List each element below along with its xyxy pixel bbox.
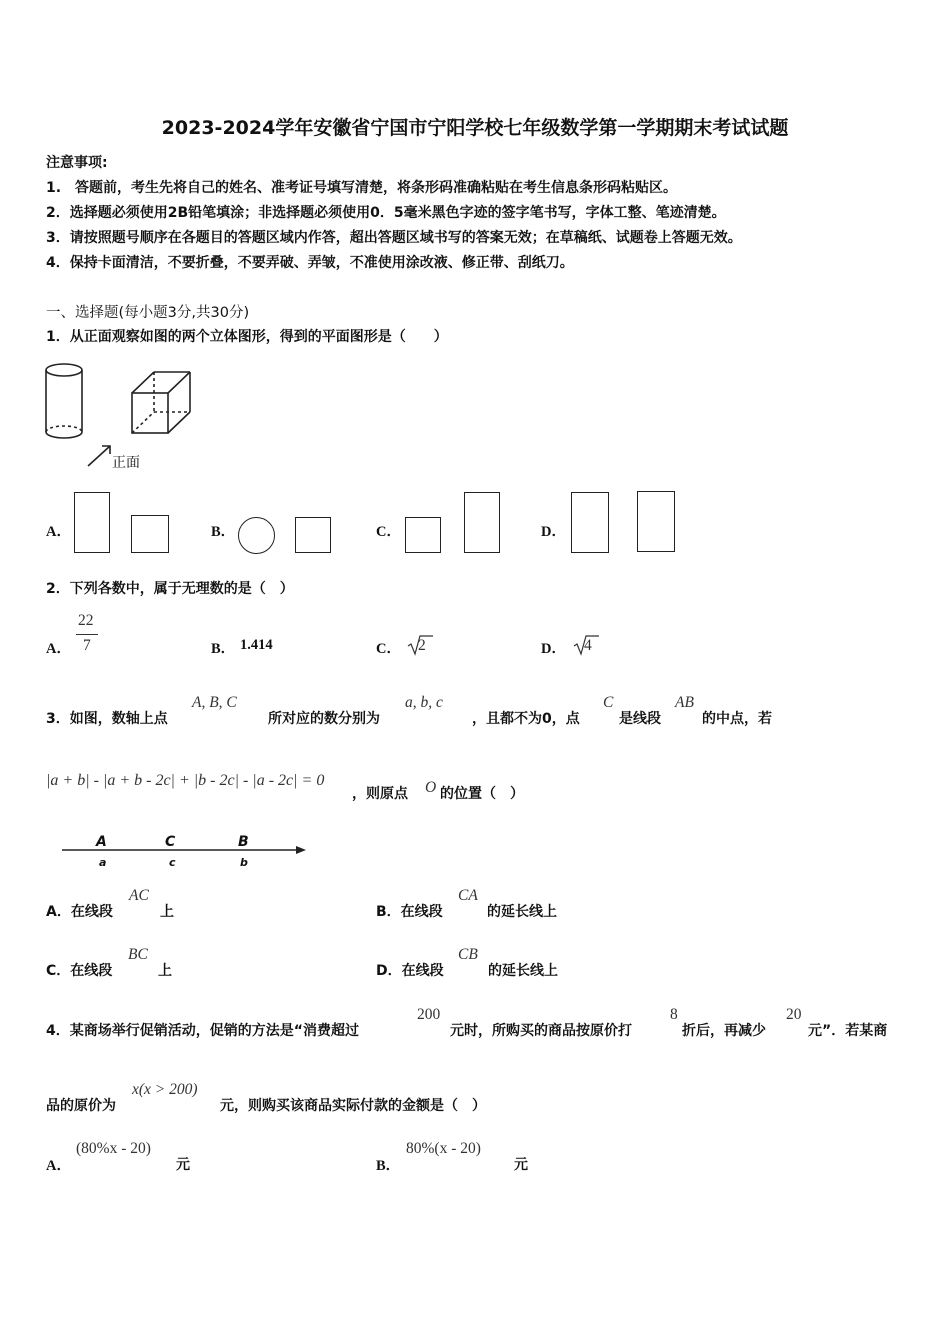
q3-text-3: ，且都不为0，点 [472,711,580,727]
cylinder-shape [46,364,82,438]
q2-option-d-label: D． [541,641,566,657]
q3-option-b-tail: 的延长线上 [487,904,557,920]
number-line [60,830,310,872]
q4-text-3: 折后，再减少 [682,1023,766,1039]
q1-option-b-square [295,517,331,553]
q4-condition: x(x > 200) [132,1081,198,1098]
q2-option-b-value: 1.414 [240,637,273,653]
notice-item-2: 2．选择题必须使用2B铅笔填涂；非选择题必须使用0．5毫米黑色字迹的签字笔书写，字体工整、笔迹清楚。 [46,205,726,221]
q1-stem: 1．从正面观察如图的两个立体图形，得到的平面图形是（ ） [46,329,448,345]
q3-text-2: 所对应的数分别为 [268,711,380,727]
q3-text-7: 的位置（ ） [440,786,524,802]
page-title: 2023-2024学年安徽省宁国市宁阳学校七年级数学第一学期期末考试试题 [161,117,789,139]
q2-option-a-denominator: 7 [83,637,91,654]
q1-option-b-label: B． [211,524,236,540]
q4-text-1: 4．某商场举行促销活动，促销的方法是“消费超过 [46,1023,359,1039]
q3-option-c-segment: BC [128,946,148,963]
front-arrow-icon [88,446,110,466]
fraction-bar [76,634,98,635]
q2-option-c-label: C． [376,641,401,657]
q4-text-2: 元时，所购买的商品按原价打 [450,1023,632,1039]
q4-option-b-expr: 80%(x - 20) [406,1140,481,1157]
q3-option-c-tail: 上 [158,963,172,979]
q3-text-1: 3．如图，数轴上点 [46,711,168,727]
q3-option-d-label: D．在线段 [376,963,444,979]
q2-option-a-label: A． [46,641,71,657]
q1-option-c-square [405,517,441,553]
q4-value-20: 20 [786,1006,802,1023]
q1-option-d-rect-tall-2 [637,491,675,552]
axis-point-label: A [96,834,107,850]
q2-option-b-label: B． [211,641,236,657]
q3-option-d-tail: 的延长线上 [488,963,558,979]
q1-figure [40,360,200,475]
q3-option-a-segment: AC [129,887,149,904]
q3-equation: |a + b| - |a + b - 2c| + |b - 2c| - |a - 2c| = 0 [46,772,325,789]
q3-points: A, B, C [192,694,237,711]
q3-segment-ab: AB [675,694,694,711]
q1-option-b-circle [238,517,275,554]
q3-option-a-label: A．在线段 [46,904,113,920]
q4-option-b-unit: 元 [514,1157,528,1173]
q3-option-a-tail: 上 [160,904,174,920]
front-label: 正面 [112,455,140,471]
q1-option-a-square [131,515,169,553]
q1-option-d-label: D． [541,524,566,540]
section-heading: 一、选择题(每小题3分,共30分) [46,305,250,321]
q3-option-b-segment: CA [458,887,478,904]
q3-option-c-label: C．在线段 [46,963,113,979]
q3-option-b-label: B．在线段 [376,904,443,920]
q4-text-4: 元”．若某商 [808,1023,888,1039]
q4-option-a-expr: (80%x - 20) [76,1140,151,1157]
axis-point-label: B [238,834,249,850]
q2-option-d-radicand: 4 [584,637,592,654]
notice-item-1: 1. 答题前，考生先将自己的姓名、准考证号填写清楚，将条形码准确粘贴在考生信息条形码粘贴区。 [46,180,678,196]
q2-stem: 2．下列各数中，属于无理数的是（ ） [46,581,294,597]
q4-text-5: 品的原价为 [46,1098,116,1114]
q2-option-c-radicand: 2 [418,637,426,654]
notice-item-3: 3．请按照题号顺序在各题目的答题区域内作答，超出答题区域书写的答案无效；在草稿纸、试题卷上答题无效。 [46,230,742,246]
q2-option-a-numerator: 22 [78,612,94,629]
q3-text-4: 是线段 [619,711,661,727]
q4-value-8: 8 [670,1006,678,1023]
axis-value-label: b [240,856,248,869]
notice-item-4: 4．保持卡面清洁，不要折叠，不要弄破、弄皱，不准使用涂改液、修正带、刮纸刀。 [46,255,574,271]
axis-value-label: a [99,856,107,869]
q3-text-6: ，则原点 [352,786,408,802]
axis-value-label: c [169,856,176,869]
q3-values: a, b, c [405,694,443,711]
number-line-arrow-icon [296,846,306,854]
q3-text-5: 的中点，若 [702,711,772,727]
q3-origin-o: O [425,779,437,796]
q3-option-d-segment: CB [458,946,478,963]
q1-option-a-label: A． [46,524,71,540]
cube-shape [132,372,190,433]
q4-text-6: 元，则购买该商品实际付款的金额是（ ） [220,1098,486,1114]
q4-value-200: 200 [417,1006,441,1023]
q1-option-d-rect-tall-1 [571,492,609,553]
q4-option-a-label: A． [46,1158,71,1174]
q1-option-c-label: C． [376,524,401,540]
axis-point-label: C [165,834,176,850]
q1-option-a-rect-tall [74,492,110,553]
q3-point-c: C [603,694,614,711]
q4-option-b-label: B． [376,1158,401,1174]
q4-option-a-unit: 元 [176,1157,190,1173]
q1-option-c-rect-tall [464,492,500,553]
notice-heading: 注意事项: [46,155,108,171]
